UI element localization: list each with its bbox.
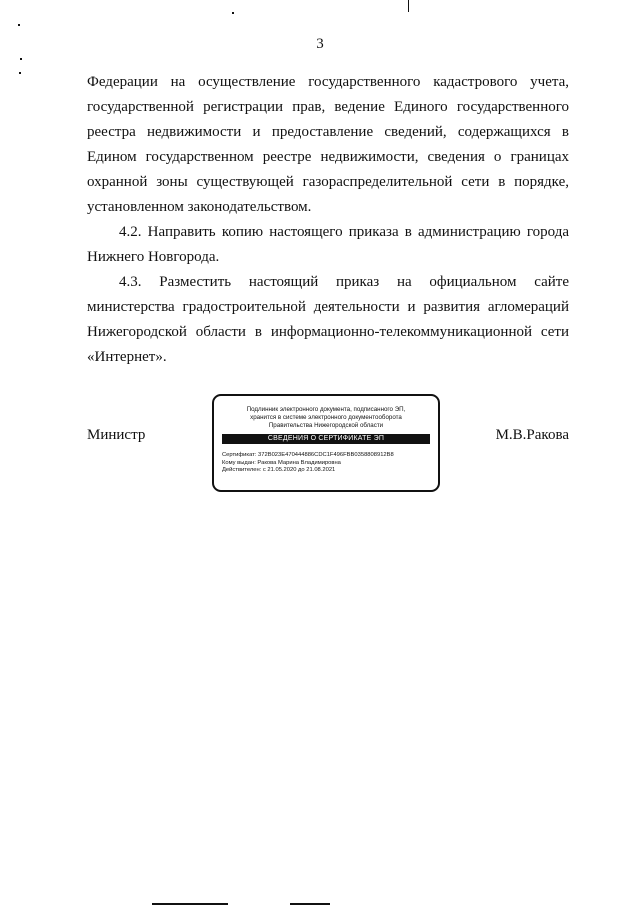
- stamp-validity: Действителен: с 21.05.2020 до 21.08.2021: [222, 467, 336, 473]
- scan-mark: [18, 24, 20, 26]
- stamp-header-line: Подлинник электронного документа, подписанного ЭП,: [246, 406, 406, 413]
- page-number: 3: [316, 36, 324, 52]
- signer-name: М.В.Ракова: [495, 427, 569, 443]
- stamp-banner: СВЕДЕНИЯ О СЕРТИФИКАТЕ ЭП: [222, 434, 430, 444]
- stamp-details: [222, 452, 430, 475]
- stamp-header: [222, 406, 430, 430]
- electronic-signature-stamp: [212, 394, 440, 492]
- stamp-issued-to: Кому выдан: Ракова Марина Владимировна: [222, 459, 341, 466]
- signer-role: Министр: [87, 427, 146, 443]
- scan-mark: [20, 58, 22, 60]
- scan-mark: [232, 12, 234, 14]
- stamp-certificate: Сертификат: 372B023E470444886CDC1F496FBB0358808912B8: [222, 452, 394, 458]
- stamp-header-line: хранится в системе электронного документооборота: [250, 414, 402, 421]
- scan-mark: [408, 0, 409, 12]
- paragraph-continuation: Федерации на осуществление государственного кадастрового учета, государственной регистрации прав, ведение Единого государственного реестра недвижимости и предоставление сведений, содержащихся в Едином государственном реестре недвижимости, сведения о границах охранной зоны существующей газораспределительной сети в порядке, установленном законодательством.: [87, 74, 569, 215]
- stamp-header-line: Правительства Нижегородской области: [268, 422, 384, 429]
- paragraph-4-2: 4.2. Направить копию настоящего приказа в администрацию города Нижнего Новгорода.: [87, 224, 569, 265]
- paragraph-4-3: 4.3. Разместить настоящий приказ на официальном сайте министерства градостроительной деятельности и развития агломераций Нижегородской области в информационно-телекоммуникационной сети «Интернет».: [87, 274, 569, 365]
- scan-mark: [19, 72, 21, 74]
- document-body: [87, 70, 569, 370]
